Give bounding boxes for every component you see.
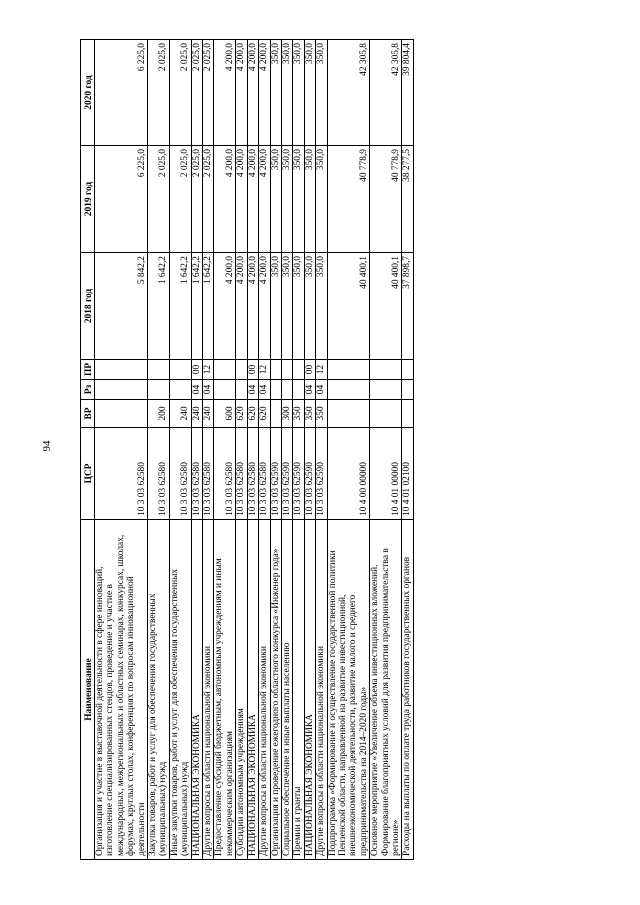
table-row <box>327 40 370 860</box>
cell-csr: 10 3 03 62590 <box>316 428 327 520</box>
cell-2020: 2 025,0 <box>148 40 170 146</box>
cell-2018: 4 200,0 <box>247 253 258 360</box>
cell-2020: 4 200,0 <box>247 40 258 146</box>
cell-csr: 10 3 03 62580 <box>247 428 258 520</box>
header-name: Наименование <box>81 520 95 860</box>
cell-pr: 12 <box>259 360 270 380</box>
cell-name: Субсидии автономным учреждениям <box>236 520 247 860</box>
table-row <box>316 40 327 860</box>
cell-name: Закупка товаров, работ и услуг для обеспечения государственных (муниципальных) нужд <box>148 520 170 860</box>
cell-2018: 5 842,2 <box>95 253 148 360</box>
cell-2019: 4 200,0 <box>259 146 270 253</box>
cell-2020: 350,0 <box>316 40 327 146</box>
cell-2018: 350,0 <box>293 253 304 360</box>
cell-rz: 04 <box>203 380 214 400</box>
cell-pr <box>327 360 370 380</box>
cell-2019: 4 200,0 <box>214 146 236 253</box>
cell-2018: 350,0 <box>316 253 327 360</box>
cell-2019: 40 778,9 <box>327 146 370 253</box>
cell-vr: 350 <box>293 400 304 428</box>
table-row <box>270 40 281 860</box>
cell-2020: 42 305,8 <box>370 40 402 146</box>
cell-2018: 4 200,0 <box>236 253 247 360</box>
cell-2020: 4 200,0 <box>236 40 247 146</box>
cell-pr <box>169 360 191 380</box>
cell-vr: 200 <box>148 400 170 428</box>
cell-2019: 350,0 <box>304 146 315 253</box>
header-vr: ВР <box>81 400 95 428</box>
cell-2020: 350,0 <box>270 40 281 146</box>
cell-name: Иные закупки товаров, работ и услуг для обеспечения государственных (муниципальных) нужд <box>169 520 191 860</box>
cell-name: НАЦИОНАЛЬНАЯ ЭКОНОМИКА <box>191 520 202 860</box>
cell-vr: 620 <box>259 400 270 428</box>
cell-2018: 1 642,2 <box>169 253 191 360</box>
cell-2019: 4 200,0 <box>236 146 247 253</box>
cell-vr: 620 <box>236 400 247 428</box>
cell-2020: 4 200,0 <box>259 40 270 146</box>
table-row <box>281 40 292 860</box>
cell-rz: 04 <box>304 380 315 400</box>
table-container <box>80 40 588 860</box>
cell-2020: 350,0 <box>293 40 304 146</box>
cell-name: Основное мероприятие «Увеличение объема инвестиционных вложений. Формирование благоприятных условий для развития предпринимательства в регионе» <box>370 520 402 860</box>
rotated-table-area <box>80 40 588 860</box>
cell-2020: 2 025,0 <box>191 40 202 146</box>
cell-name: НАЦИОНАЛЬНАЯ ЭКОНОМИКА <box>247 520 258 860</box>
table-row <box>95 40 148 860</box>
cell-csr: 10 4 01 00000 <box>370 428 402 520</box>
cell-pr: 00 <box>304 360 315 380</box>
cell-csr: 10 3 03 62580 <box>191 428 202 520</box>
cell-vr: 240 <box>203 400 214 428</box>
cell-csr: 10 3 03 62580 <box>236 428 247 520</box>
cell-csr: 10 3 03 62580 <box>148 428 170 520</box>
cell-2019: 40 778,9 <box>370 146 402 253</box>
cell-vr <box>270 400 281 428</box>
cell-2019: 350,0 <box>281 146 292 253</box>
cell-rz <box>281 380 292 400</box>
cell-pr <box>402 360 413 380</box>
cell-2020: 2 025,0 <box>169 40 191 146</box>
cell-rz: 04 <box>191 380 202 400</box>
cell-2018: 350,0 <box>281 253 292 360</box>
cell-vr: 350 <box>316 400 327 428</box>
table-row <box>259 40 270 860</box>
cell-csr: 10 3 03 62590 <box>270 428 281 520</box>
cell-2020: 350,0 <box>304 40 315 146</box>
cell-2018: 40 400,1 <box>370 253 402 360</box>
cell-rz <box>236 380 247 400</box>
cell-2020: 4 200,0 <box>214 40 236 146</box>
budget-table <box>80 39 414 860</box>
cell-2019: 350,0 <box>293 146 304 253</box>
table-row <box>236 40 247 860</box>
cell-rz <box>270 380 281 400</box>
cell-vr: 620 <box>247 400 258 428</box>
cell-pr: 12 <box>316 360 327 380</box>
cell-vr: 240 <box>191 400 202 428</box>
cell-2020: 6 225,0 <box>95 40 148 146</box>
table-row <box>203 40 214 860</box>
cell-name: НАЦИОНАЛЬНАЯ ЭКОНОМИКА <box>304 520 315 860</box>
cell-pr <box>148 360 170 380</box>
table-row <box>402 40 413 860</box>
cell-2020: 350,0 <box>281 40 292 146</box>
table-row <box>148 40 170 860</box>
cell-2018: 4 200,0 <box>214 253 236 360</box>
cell-name: Расходы на выплаты по оплате труда работников государственных органов <box>402 520 413 860</box>
page-number: 94 <box>41 440 53 452</box>
cell-2018: 37 898,7 <box>402 253 413 360</box>
cell-2018: 40 400,1 <box>327 253 370 360</box>
table-row <box>214 40 236 860</box>
header-csr: ЦСР <box>81 428 95 520</box>
cell-2018: 1 642,2 <box>203 253 214 360</box>
cell-rz: 04 <box>316 380 327 400</box>
cell-pr <box>281 360 292 380</box>
cell-2019: 2 025,0 <box>169 146 191 253</box>
cell-name: Премии и гранты <box>293 520 304 860</box>
table-row <box>191 40 202 860</box>
cell-csr: 10 3 03 62590 <box>293 428 304 520</box>
cell-2019: 4 200,0 <box>247 146 258 253</box>
cell-2020: 42 305,8 <box>327 40 370 146</box>
cell-2018: 1 642,2 <box>191 253 202 360</box>
cell-pr <box>236 360 247 380</box>
cell-2019: 38 277,5 <box>402 146 413 253</box>
cell-2018: 4 200,0 <box>259 253 270 360</box>
header-pr: ПР <box>81 360 95 380</box>
cell-name: Организация и участие в выставочной деятельности в сфере инноваций, изготовление специализированных стендов, проведение и участие в международных, межрегиональных и областных семинарах, конкурсах, школах, форумах, круглых столах, конференциях по вопросам инновационной деятельности <box>95 520 148 860</box>
table-row <box>293 40 304 860</box>
table-row <box>247 40 258 860</box>
cell-csr: 10 3 03 62590 <box>281 428 292 520</box>
header-row <box>81 40 95 860</box>
cell-csr: 10 3 03 62590 <box>304 428 315 520</box>
cell-name: Подпрограмма «Формирование и осуществление государственной политики Пензенской области, направленной на развитие инвестиционной, внешнеэкономической деятельности, развитие малого и среднего предпринимательства на 2014–2020 годы» <box>327 520 370 860</box>
header-2020: 2020 год <box>81 40 95 146</box>
cell-vr <box>402 400 413 428</box>
cell-vr <box>327 400 370 428</box>
cell-rz: 04 <box>259 380 270 400</box>
cell-pr: 00 <box>247 360 258 380</box>
cell-vr: 350 <box>304 400 315 428</box>
cell-2019: 6 225,0 <box>95 146 148 253</box>
cell-2019: 2 025,0 <box>148 146 170 253</box>
cell-pr <box>293 360 304 380</box>
cell-csr: 10 3 03 62580 <box>169 428 191 520</box>
cell-csr: 10 3 03 62580 <box>203 428 214 520</box>
cell-name: Другие вопросы в области национальной экономики <box>316 520 327 860</box>
cell-rz <box>402 380 413 400</box>
cell-name: Социальное обеспечение и иные выплаты населению <box>281 520 292 860</box>
cell-pr <box>95 360 148 380</box>
cell-name: Другие вопросы в области национальной экономики <box>203 520 214 860</box>
cell-rz <box>327 380 370 400</box>
cell-vr: 300 <box>281 400 292 428</box>
table-row <box>169 40 191 860</box>
cell-pr <box>270 360 281 380</box>
cell-rz <box>169 380 191 400</box>
cell-csr: 10 3 03 62580 <box>214 428 236 520</box>
cell-vr <box>370 400 402 428</box>
cell-2019: 2 025,0 <box>191 146 202 253</box>
cell-2018: 1 642,2 <box>148 253 170 360</box>
cell-pr <box>370 360 402 380</box>
header-rz: Рз <box>81 380 95 400</box>
cell-name: Предоставление субсидий бюджетным, автономным учреждениям и иным некоммерческим организациям <box>214 520 236 860</box>
cell-2020: 39 804,4 <box>402 40 413 146</box>
cell-csr: 10 4 00 00000 <box>327 428 370 520</box>
cell-vr <box>95 400 148 428</box>
cell-rz <box>95 380 148 400</box>
cell-vr: 240 <box>169 400 191 428</box>
cell-pr: 12 <box>203 360 214 380</box>
table-row <box>304 40 315 860</box>
header-2018: 2018 год <box>81 253 95 360</box>
cell-csr: 10 3 03 62580 <box>259 428 270 520</box>
cell-rz <box>370 380 402 400</box>
cell-2019: 350,0 <box>270 146 281 253</box>
cell-name: Организация и проведение ежегодного областного конкурса «Инженер года» <box>270 520 281 860</box>
cell-csr: 10 4 01 02100 <box>402 428 413 520</box>
cell-rz <box>293 380 304 400</box>
cell-pr: 00 <box>191 360 202 380</box>
cell-vr: 600 <box>214 400 236 428</box>
cell-2019: 2 025,0 <box>203 146 214 253</box>
table-row <box>370 40 402 860</box>
cell-2020: 2 025,0 <box>203 40 214 146</box>
cell-csr: 10 3 03 62580 <box>95 428 148 520</box>
cell-2018: 350,0 <box>304 253 315 360</box>
cell-rz: 04 <box>247 380 258 400</box>
cell-2018: 350,0 <box>270 253 281 360</box>
cell-2019: 350,0 <box>316 146 327 253</box>
cell-rz <box>214 380 236 400</box>
cell-name: Другие вопросы в области национальной экономики <box>259 520 270 860</box>
cell-pr <box>214 360 236 380</box>
header-2019: 2019 год <box>81 146 95 253</box>
cell-rz <box>148 380 170 400</box>
